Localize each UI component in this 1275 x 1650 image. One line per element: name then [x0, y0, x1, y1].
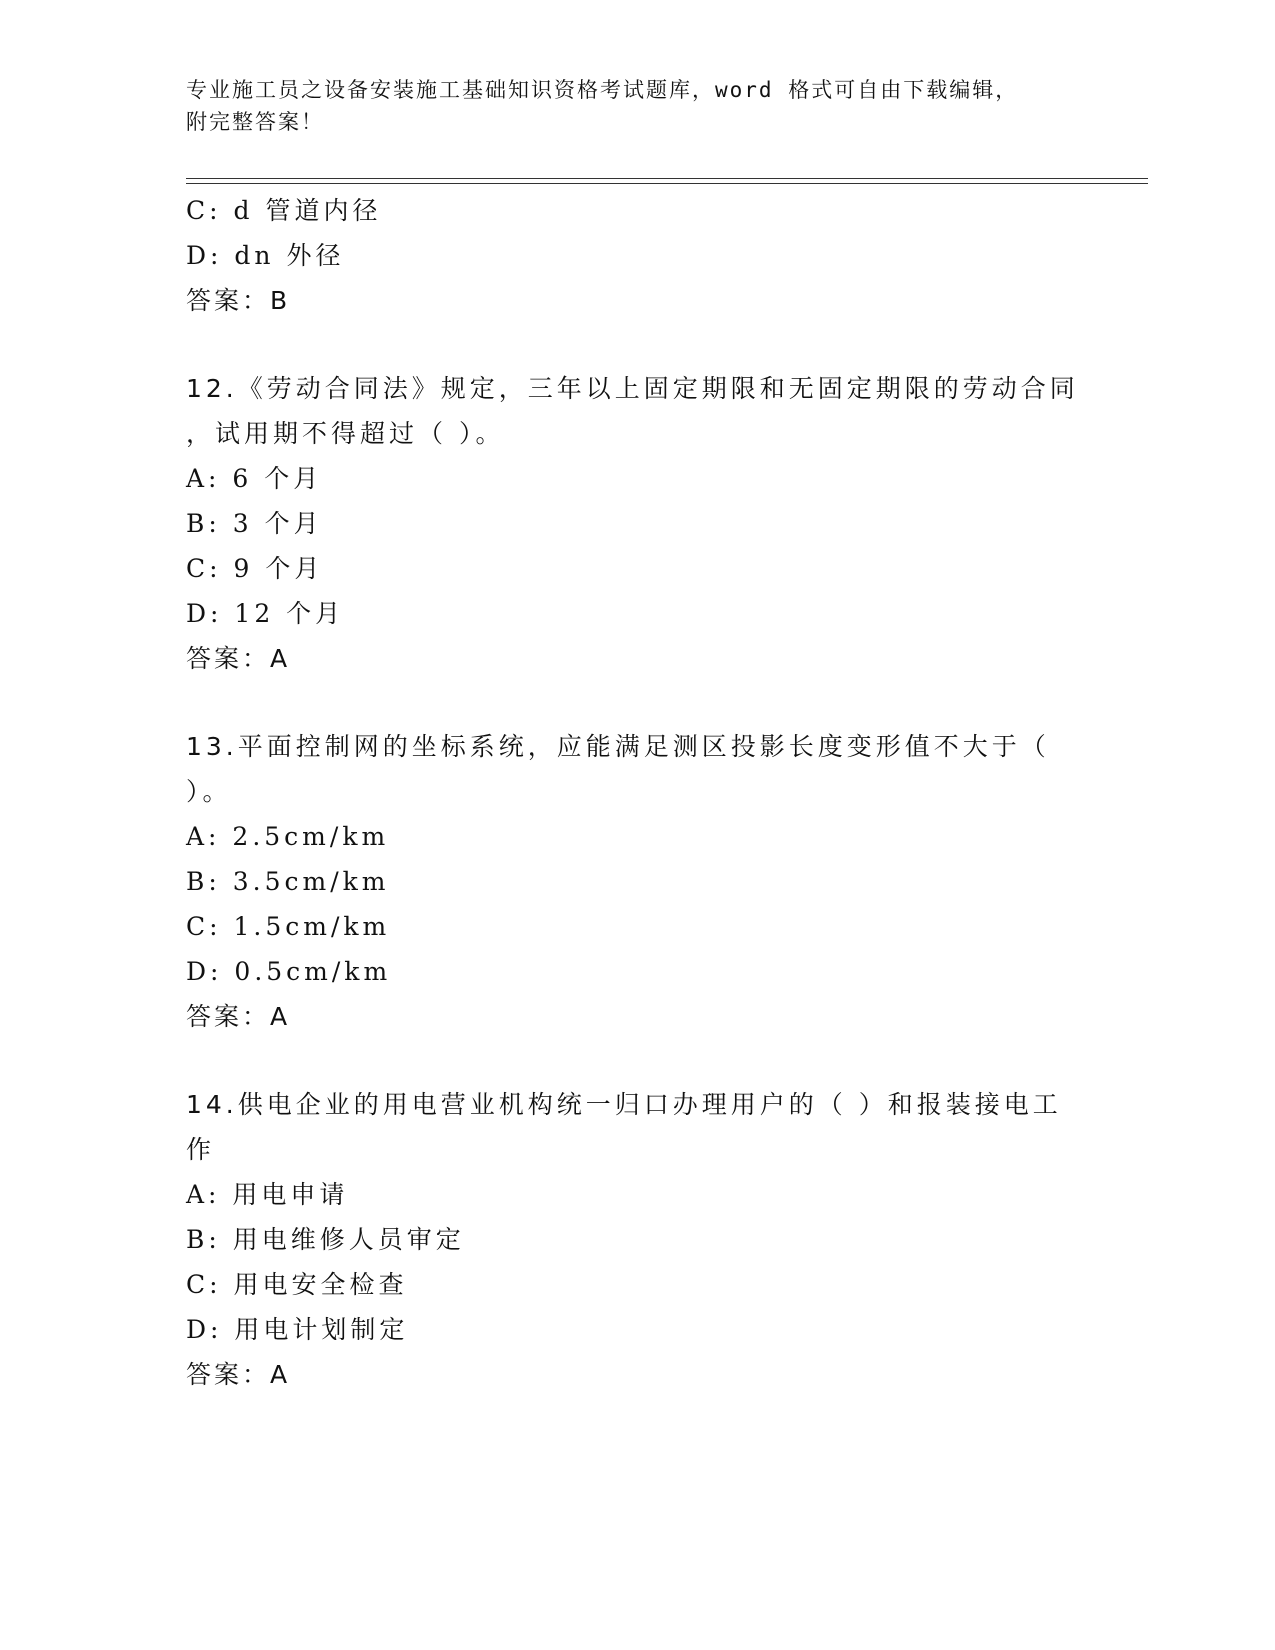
option-a: A: 2.5cm/km — [186, 822, 390, 851]
option-b: B: 用电维修人员审定 — [186, 1225, 465, 1254]
option-c: C: 用电安全检查 — [186, 1270, 408, 1299]
question-12 — [186, 366, 1086, 681]
option-d: D: 12 个月 — [186, 599, 345, 628]
option-b: B: 3.5cm/km — [186, 867, 390, 896]
option-d: D: dn 外径 — [186, 241, 345, 270]
question-list — [186, 188, 1086, 1397]
option-c: C: 9 个月 — [186, 554, 324, 583]
option-c: C: d 管道内径 — [186, 196, 382, 225]
option-d: D: 0.5cm/km — [186, 957, 392, 986]
question-stem-line-2: ，试用期不得超过（ ）。 — [186, 419, 505, 448]
prev-question-block — [186, 188, 1086, 323]
header-line-2: 附完整答案！ — [186, 110, 324, 134]
option-c: C: 1.5cm/km — [186, 912, 391, 941]
answer-line: 答案：A — [186, 1360, 291, 1389]
header-divider-bottom — [186, 183, 1148, 184]
header-divider-top — [186, 178, 1148, 179]
answer-line: 答案：A — [186, 1002, 291, 1031]
option-b: B: 3 个月 — [186, 509, 323, 538]
answer-line: 答案：A — [186, 644, 291, 673]
question-stem-line-2: 作 — [186, 1135, 216, 1164]
question-14 — [186, 1082, 1086, 1397]
question-stem-line-1: 12.《劳动合同法》规定，三年以上固定期限和无固定期限的劳动合同 — [186, 374, 1079, 403]
option-a: A: 用电申请 — [186, 1180, 349, 1209]
question-13 — [186, 724, 1086, 1039]
question-stem-line-1: 14.供电企业的用电营业机构统一归口办理用户的（ ）和报装接电工 — [186, 1090, 1062, 1119]
header-line-1: 专业施工员之设备安装施工基础知识资格考试题库，word 格式可自由下载编辑， — [186, 78, 1019, 102]
question-stem-line-1: 13.平面控制网的坐标系统，应能满足测区投影长度变形值不大于（ — [186, 732, 1050, 761]
answer-line: 答案：B — [186, 286, 291, 315]
option-a: A: 6 个月 — [186, 464, 323, 493]
question-stem-line-2: ）。 — [186, 777, 232, 806]
option-d: D: 用电计划制定 — [186, 1315, 409, 1344]
document-header — [186, 74, 1086, 138]
